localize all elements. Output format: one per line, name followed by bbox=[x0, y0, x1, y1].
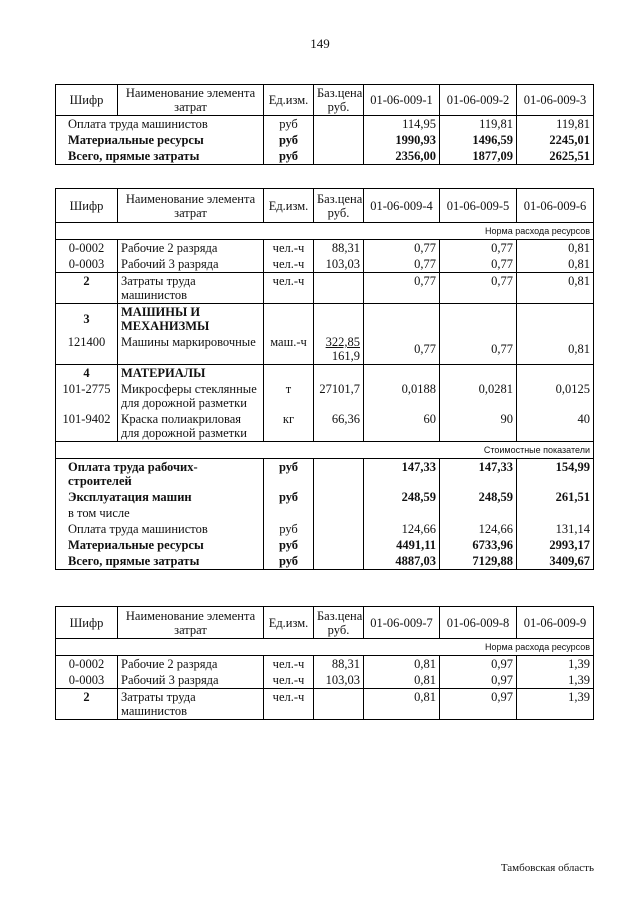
table-row: Оплата труда машинистов руб 114,95 119,81 119,81 bbox=[56, 116, 594, 133]
section-header: 4 МАТЕРИАЛЫ bbox=[56, 365, 594, 382]
unit-header: Ед.изм. bbox=[264, 85, 314, 116]
page-number: 149 bbox=[310, 36, 330, 51]
section-band-norm: Норма расхода ресурсов bbox=[56, 639, 594, 656]
name-header: Наименование элемента затрат bbox=[118, 85, 264, 116]
section-band-norm: Норма расхода ресурсов bbox=[56, 223, 594, 240]
section-header: 3 МАШИНЫ И МЕХАНИЗМЫ bbox=[56, 304, 594, 335]
section-band-cost: Стоимостные показатели bbox=[56, 442, 594, 459]
column-code-1: 01-06-009-1 bbox=[364, 85, 440, 116]
table-header bbox=[56, 607, 594, 639]
price-header: Баз.цена руб. bbox=[314, 189, 364, 223]
unit-header: Ед.изм. bbox=[264, 189, 314, 223]
code-header: Шифр bbox=[56, 607, 118, 639]
column-code-5: 01-06-009-5 bbox=[440, 189, 517, 223]
table-row: Всего, прямые затраты руб 2356,00 1877,09 2625,51 bbox=[56, 148, 594, 165]
table-row: 0-0002 Рабочие 2 разряда чел.-ч 88,31 0,81 0,97 1,39 bbox=[56, 656, 594, 673]
table-row: Материальные ресурсы руб 1990,93 1496,59 2245,01 bbox=[56, 132, 594, 148]
column-code-2: 01-06-009-2 bbox=[440, 85, 517, 116]
column-code-4: 01-06-009-4 bbox=[364, 189, 440, 223]
table-row: в том числе bbox=[56, 505, 594, 521]
column-code-3: 01-06-009-3 bbox=[517, 85, 594, 116]
cost-table-2 bbox=[55, 188, 594, 570]
column-code-6: 01-06-009-6 bbox=[517, 189, 594, 223]
footer-region-label: Тамбовская область bbox=[500, 862, 594, 874]
code-header: Шифр bbox=[56, 189, 118, 223]
price-header: Баз.цена руб. bbox=[314, 607, 364, 639]
table-row: Оплата труда машинистов руб 124,66 124,66 131,14 bbox=[56, 521, 594, 537]
table-row: Материальные ресурсы руб 4491,11 6733,96 2993,17 bbox=[56, 537, 594, 553]
table-row: 2 Затраты труда машинистов чел.-ч 0,81 0,97 1,39 bbox=[56, 689, 594, 720]
table-row: 0-0003 Рабочий 3 разряда чел.-ч 103,03 0,81 0,97 1,39 bbox=[56, 672, 594, 689]
code-header: Шифр bbox=[56, 85, 118, 116]
name-header: Наименование элемента затрат bbox=[118, 607, 264, 639]
table-row: Оплата труда рабочих-строителей руб 147,33 147,33 154,99 bbox=[56, 459, 594, 490]
table-header bbox=[56, 189, 594, 223]
unit-header: Ед.изм. bbox=[264, 607, 314, 639]
column-code-7: 01-06-009-7 bbox=[364, 607, 440, 639]
column-code-8: 01-06-009-8 bbox=[440, 607, 517, 639]
table-row: 121400 Машины маркировочные маш.-ч 322,85 161,9 0,77 0,77 0,81 bbox=[56, 334, 594, 365]
table-row: 2 Затраты труда машинистов чел.-ч 0,77 0,77 0,81 bbox=[56, 273, 594, 304]
price-header: Баз.цена руб. bbox=[314, 85, 364, 116]
table-row: 0-0002 Рабочие 2 разряда чел.-ч 88,31 0,77 0,77 0,81 bbox=[56, 240, 594, 257]
table-row: Всего, прямые затраты руб 4887,03 7129,88 3409,67 bbox=[56, 553, 594, 570]
name-header: Наименование элемента затрат bbox=[118, 189, 264, 223]
table-row: 101-9402 Краска полиакриловая для дорожной разметки кг 66,36 60 90 40 bbox=[56, 411, 594, 442]
table-row: 0-0003 Рабочий 3 разряда чел.-ч 103,03 0,77 0,77 0,81 bbox=[56, 256, 594, 273]
table-row: 101-2775 Микросферы стеклянные для дорожной разметки т 27101,7 0,0188 0,0281 0,0125 bbox=[56, 381, 594, 411]
cost-table-1 bbox=[55, 84, 594, 165]
cost-table-3 bbox=[55, 606, 594, 720]
column-code-9: 01-06-009-9 bbox=[517, 607, 594, 639]
table-row: Эксплуатация машин руб 248,59 248,59 261,51 bbox=[56, 489, 594, 505]
table-header bbox=[56, 85, 594, 116]
